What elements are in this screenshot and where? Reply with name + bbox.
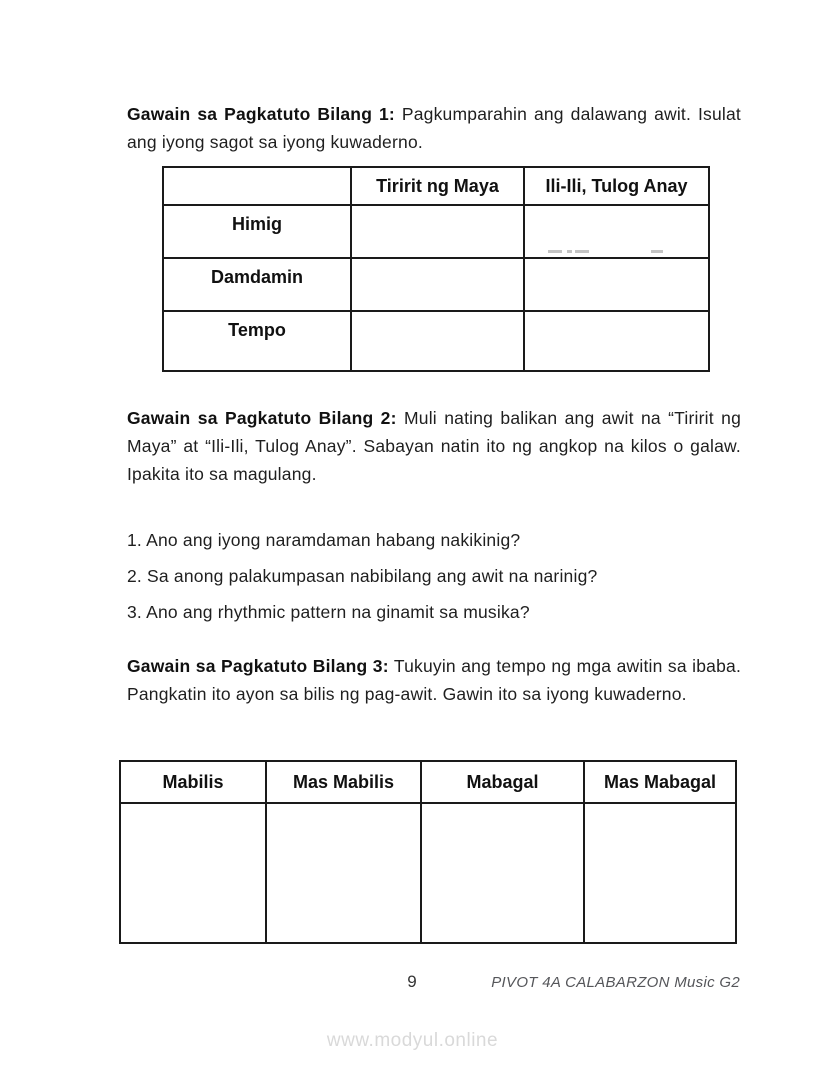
activity1-paragraph (127, 100, 741, 156)
empty-answer-cell (266, 803, 421, 943)
column-header-mas-mabagal: Mas Mabagal (584, 761, 736, 803)
column-header-mabagal: Mabagal (421, 761, 584, 803)
site-watermark: www.modyul.online (326, 1030, 499, 1051)
comparison-table (162, 166, 710, 372)
empty-answer-cell (524, 258, 709, 311)
activity2-heading: Gawain sa Pagkatuto Bilang 2: (127, 408, 397, 428)
empty-answer-cell (421, 803, 584, 943)
empty-answer-cell (351, 311, 524, 371)
activity3-body: Tukuyin ang tempo ng mga awitin sa ibaba. Pangkatin ito ayon sa bilis ng pag-awit. Gawin ito sa iyong kuwaderno. (127, 656, 742, 704)
question-2: 2. Sa anong palakumpasan nabibilang ang awit na narinig? (127, 566, 598, 586)
tempo-table-header-row (120, 761, 736, 803)
activity1-body: Pagkumparahin ang dalawang awit. Isulat ang iyong sagot sa iyong kuwaderno. (127, 104, 741, 152)
column-header-mabilis: Mabilis (120, 761, 266, 803)
activity3-heading: Gawain sa Pagkatuto Bilang 3: (127, 656, 389, 676)
tempo-table (119, 760, 737, 944)
question-3: 3. Ano ang rhythmic pattern na ginamit sa musika? (127, 602, 530, 622)
row-header-damdamin: Damdamin (163, 258, 351, 311)
row-header-himig: Himig (163, 205, 351, 258)
table-row-tempo (163, 311, 709, 371)
page-number: 9 (407, 972, 417, 991)
comparison-table-header-row (163, 167, 709, 205)
empty-answer-cell (351, 258, 524, 311)
tempo-table-body-row (120, 803, 736, 943)
table-row-damdamin (163, 258, 709, 311)
column-header-mas-mabilis: Mas Mabilis (266, 761, 421, 803)
footer-source-label: PIVOT 4A CALABARZON Music G2 (491, 974, 740, 991)
question-list (127, 528, 741, 636)
empty-answer-cell (120, 803, 266, 943)
row-header-tempo: Tempo (163, 311, 351, 371)
empty-answer-cell (584, 803, 736, 943)
activity1-heading: Gawain sa Pagkatuto Bilang 1: (127, 104, 395, 124)
corner-cell (163, 167, 351, 205)
empty-answer-cell (524, 311, 709, 371)
scan-artifact (548, 250, 663, 253)
column-header-ili-ili: Ili-Ili, Tulog Anay (524, 167, 709, 205)
activity2-paragraph (127, 404, 741, 488)
column-header-tiririt: Tiririt ng Maya (351, 167, 524, 205)
activity3-paragraph (127, 652, 741, 708)
activity2-body: Muli nating balikan ang awit na “Tiririt ng Maya” at “Ili-Ili, Tulog Anay”. Sabayan natin ito ng angkop na kilos o galaw. Ipakita ito sa magulang. (127, 408, 741, 484)
question-1: 1. Ano ang iyong naramdaman habang nakikinig? (127, 530, 521, 550)
empty-answer-cell (351, 205, 524, 258)
